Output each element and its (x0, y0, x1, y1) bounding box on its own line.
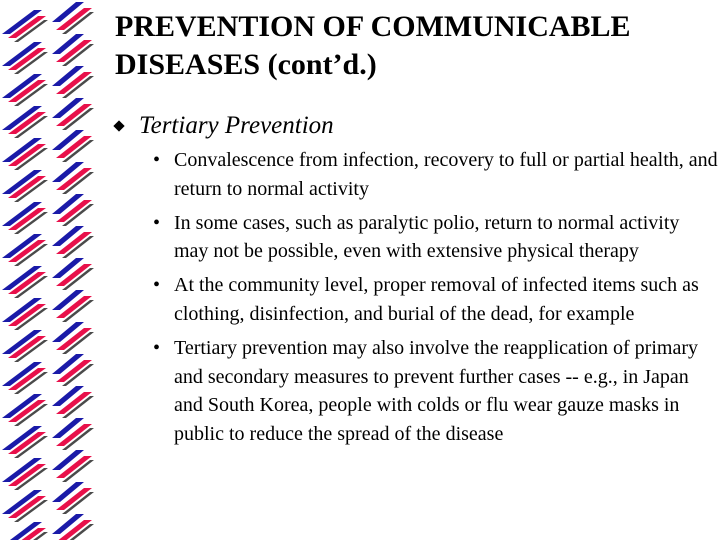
ribbon-stripe-right (52, 482, 94, 514)
title-line-2: DISEASES (cont’d.) (115, 48, 377, 81)
bullet-dot-icon: • (153, 336, 161, 359)
ribbon-stripe-right (52, 354, 94, 386)
ribbon-stripe-right (52, 514, 94, 540)
slide-title (115, 8, 715, 84)
ribbon-stripe-left (2, 234, 48, 266)
diamond-bullet-icon (113, 120, 124, 131)
ribbon-stripe-left (2, 266, 48, 298)
ribbon-stripe-left (2, 42, 48, 74)
ribbon-stripe-right (52, 418, 94, 450)
sub-bullet-text: Tertiary prevention may also involve the reapplication of primary and secondary measures to prevent further cases -- e.g., in Japan and South Korea, people with colds or flu wear gauze masks in public to reduce the spread of the disease (174, 336, 698, 446)
ribbon-stripe-right (52, 2, 94, 34)
ribbon-stripe-left (2, 362, 48, 394)
ribbon-stripe-left (2, 330, 48, 362)
ribbon-stripe-left (2, 202, 48, 234)
sub-bullet-text: In some cases, such as paralytic polio, return to normal activity may not be possible, even with extensive physical therapy (174, 211, 680, 263)
ribbon-stripe-right (52, 290, 94, 322)
main-bullet-label: Tertiary Prevention (139, 112, 334, 139)
sub-bullet-item (153, 146, 718, 204)
ribbon-stripe-right (52, 194, 94, 226)
sub-bullet-item (153, 334, 718, 449)
ribbon-stripe-left (2, 10, 48, 42)
ribbon-stripe-left (2, 74, 48, 106)
sub-bullet-item (153, 271, 718, 329)
ribbon-stripe-right (52, 386, 94, 418)
ribbon-stripe-left (2, 426, 48, 458)
bullet-dot-icon: • (153, 149, 161, 171)
ribbon-stripe-left (2, 490, 48, 522)
ribbon-stripe-right (52, 322, 94, 354)
ribbon-stripe-right (52, 130, 94, 162)
ribbon-stripe-left (2, 458, 48, 490)
bullet-dot-icon: • (153, 211, 161, 234)
ribbon-stripe-right (52, 34, 94, 66)
title-line-1: PREVENTION OF COMMUNICABLE (115, 10, 631, 43)
main-bullet-item (115, 111, 334, 141)
bullet-dot-icon: • (153, 274, 161, 297)
ribbon-stripe-left (2, 138, 48, 170)
ribbon-stripe-right (52, 226, 94, 258)
ribbon-stripe-left (2, 106, 48, 138)
sub-bullet-item (153, 209, 718, 267)
ribbon-stripe-right (52, 98, 94, 130)
sub-bullet-text: Convalescence from infection, recovery to full or partial health, and return to normal activity (174, 149, 718, 200)
ribbon-stripe-left (2, 394, 48, 426)
ribbon-stripe-left (2, 298, 48, 330)
sub-bullet-text: At the community level, proper removal of infected items such as clothing, disinfection, and burial of the dead, for example (174, 274, 699, 325)
ribbon-stripe-right (52, 162, 94, 194)
ribbon-stripe-right (52, 450, 94, 482)
decorative-ribbon-border (0, 0, 105, 540)
ribbon-stripe-left (2, 522, 48, 540)
ribbon-stripe-left (2, 170, 48, 202)
sub-bullet-list (153, 146, 718, 454)
ribbon-stripe-right (52, 258, 94, 290)
ribbon-stripe-right (52, 66, 94, 98)
